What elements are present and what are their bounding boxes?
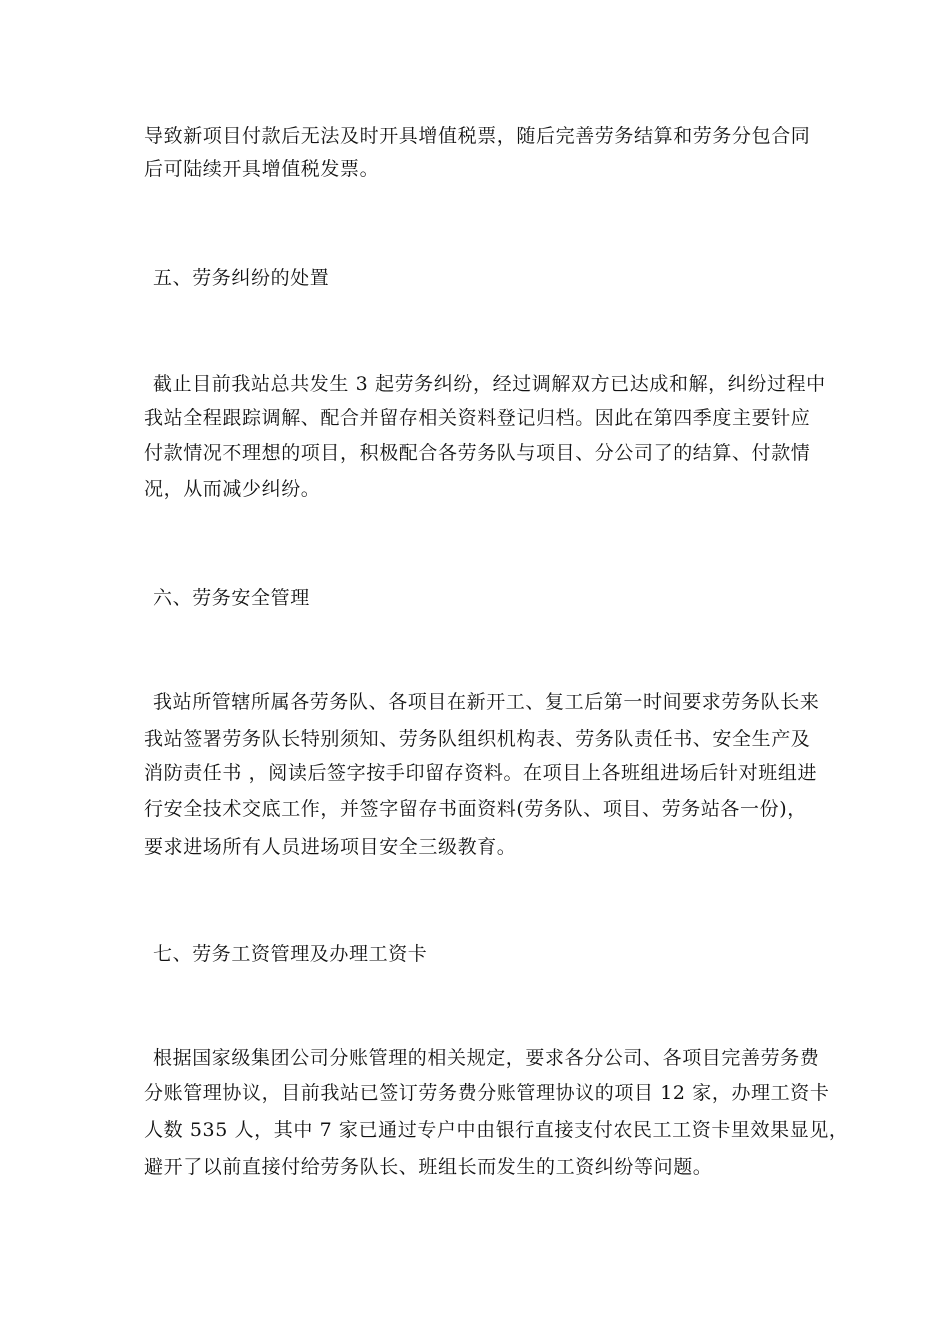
- paragraph-1-line-1: 导致新项目付款后无法及时开具增值税票，随后完善劳务结算和劳务分包合同: [144, 125, 811, 147]
- paragraph-3-line-1: 我站所管辖所属各劳务队、各项目在新开工、复工后第一时间要求劳务队长来: [153, 691, 820, 713]
- section-heading-6: 六、劳务安全管理: [153, 587, 310, 609]
- paragraph-2-line-1: 截止目前我站总共发生 3 起劳务纠纷，经过调解双方已达成和解，纠纷过程中: [153, 373, 826, 395]
- section-heading-7: 七、劳务工资管理及办理工资卡: [153, 943, 428, 965]
- paragraph-4-line-3: 人数 535 人，其中 7 家已通过专户中由银行直接支付农民工工资卡里效果显见，: [144, 1119, 849, 1141]
- paragraph-3-line-3: 消防责任书 ，阅读后签字按手印留存资料。在项目上各班组进场后针对班组进: [144, 762, 818, 784]
- paragraph-4-line-4: 避开了以前直接付给劳务队长、班组长而发生的工资纠纷等问题。: [144, 1156, 713, 1178]
- paragraph-3-line-4: 行安全技术交底工作，并签字留存书面资料(劳务队、项目、劳务站各一份)，: [144, 798, 807, 820]
- paragraph-2-line-2: 我站全程跟踪调解、配合并留存相关资料登记归档。因此在第四季度主要针应: [144, 407, 811, 429]
- paragraph-1-line-2: 后可陆续开具增值税发票。: [144, 158, 380, 180]
- paragraph-2-line-3: 付款情况不理想的项目，积极配合各劳务队与项目、分公司了的结算、付款情: [144, 442, 811, 464]
- paragraph-4-line-1: 根据国家级集团公司分账管理的相关规定，要求各分公司、各项目完善劳务费: [153, 1047, 820, 1069]
- paragraph-4-line-2: 分账管理协议，目前我站已签订劳务费分账管理协议的项目 12 家，办理工资卡: [144, 1082, 830, 1104]
- paragraph-3-line-2: 我站签署劳务队长特别须知、劳务队组织机构表、劳务队责任书、安全生产及: [144, 728, 811, 750]
- paragraph-2-line-4: 况，从而减少纠纷。: [144, 478, 321, 500]
- paragraph-3-line-5: 要求进场所有人员进场项目安全三级教育。: [144, 836, 517, 858]
- section-heading-5: 五、劳务纠纷的处置: [153, 267, 330, 289]
